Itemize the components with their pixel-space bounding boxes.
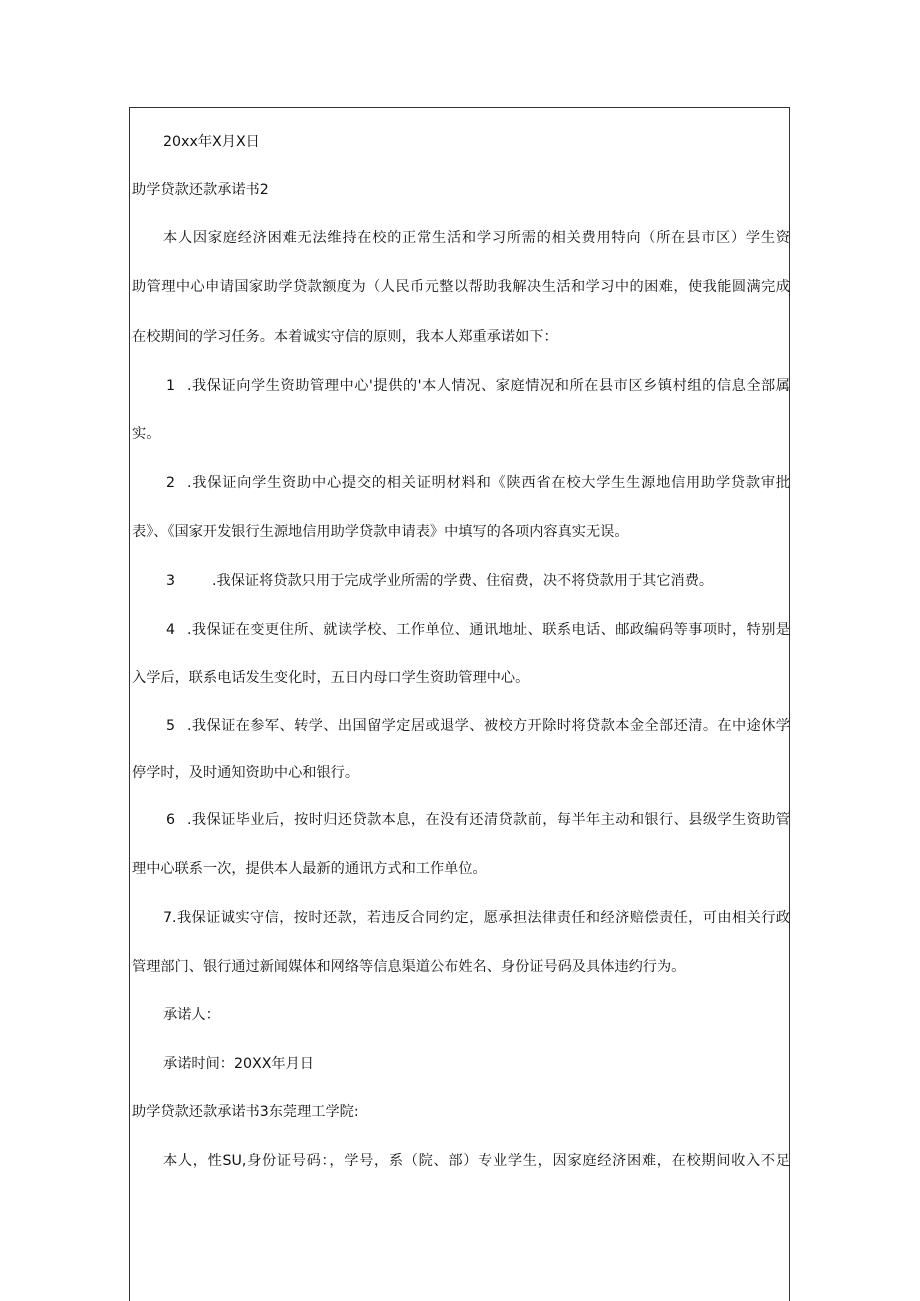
date-line: 20xx年X月X日 [163,134,260,150]
item-2-line-1: .我保证向学生资助中心提交的相关证明材料和《陕西省在校大学生生源地信用助学贷款审批 [187,475,790,491]
item-3-line-1: .我保证将贷款只用于完成学业所需的学费、住宿费，决不将贷款用于其它消费。 [212,573,714,589]
item-1-line-2: 实。 [132,426,161,442]
section-3-first-line: 本人，性SU,身份证号码：，学号，系（院、部）专业学生，因家庭经济困难，在校期间收入不足 [163,1153,790,1169]
item-number: 2 [166,475,176,491]
item-1-line-1: .我保证向学生资助管理中心'提供的'本人情况、家庭情况和所在县市区乡镇村组的信息全部属 [187,378,790,394]
item-number: 3 [166,573,176,589]
item-6-line-2: 理中心联系一次，提供本人最新的通讯方式和工作单位。 [132,861,487,877]
section-title-2: 助学贷款还款承诺书2 [132,182,269,198]
item-4-line-1: .我保证在变更住所、就读学校、工作单位、通讯地址、联系电话、邮政编码等事项时，特别是 [187,622,790,638]
item-5-line-1: .我保证在参军、转学、出国留学定居或退学、被校方开除时将贷款本金全部还清。在中途休学 [187,718,790,734]
item-5-line-2: 停学时，及时通知资助中心和银行。 [132,765,360,781]
promise-time: 承诺时间：20XX年月日 [163,1056,314,1072]
item-2-line-2: 表》、《国家开发银行生源地信用助学贷款申请表》中填写的各项内容真实无误。 [132,524,629,540]
section-title-3: 助学贷款还款承诺书3东莞理工学院: [132,1104,359,1120]
intro-line-2: 助管理中心申请国家助学贷款额度为（人民币元整以帮助我解决生活和学习中的困难，使我能圆满完成 [132,279,790,295]
intro-line-3: 在校期间的学习任务。本着诚实守信的原则，我本人郑重承诺如下： [132,329,558,345]
promisor-label: 承诺人： [163,1007,220,1023]
item-number: 5 [166,718,176,734]
item-number: 1 [166,378,176,394]
item-number: 6 [166,812,176,828]
item-number: 4 [166,622,176,638]
item-6-line-1: .我保证毕业后，按时归还贷款本息，在没有还清贷款前，每半年主动和银行、县级学生资助管 [187,812,790,828]
item-7-line-1: 7.我保证诚实守信，按时还款，若违反合同约定，愿承担法律责任和经济赔偿责任，可由相关行政 [163,910,790,926]
intro-line-1: 本人因家庭经济困难无法维持在校的正常生活和学习所需的相关费用特向（所在县市区）学生资 [163,230,790,246]
item-4-line-2: 入学后，联系电话发生变化时，五日内母口学生资助管理中心。 [132,670,530,686]
item-7-line-2: 管理部门、银行通过新闻媒体和网络等信息渠道公布姓名、身份证号码及具体违约行为。 [132,959,686,975]
